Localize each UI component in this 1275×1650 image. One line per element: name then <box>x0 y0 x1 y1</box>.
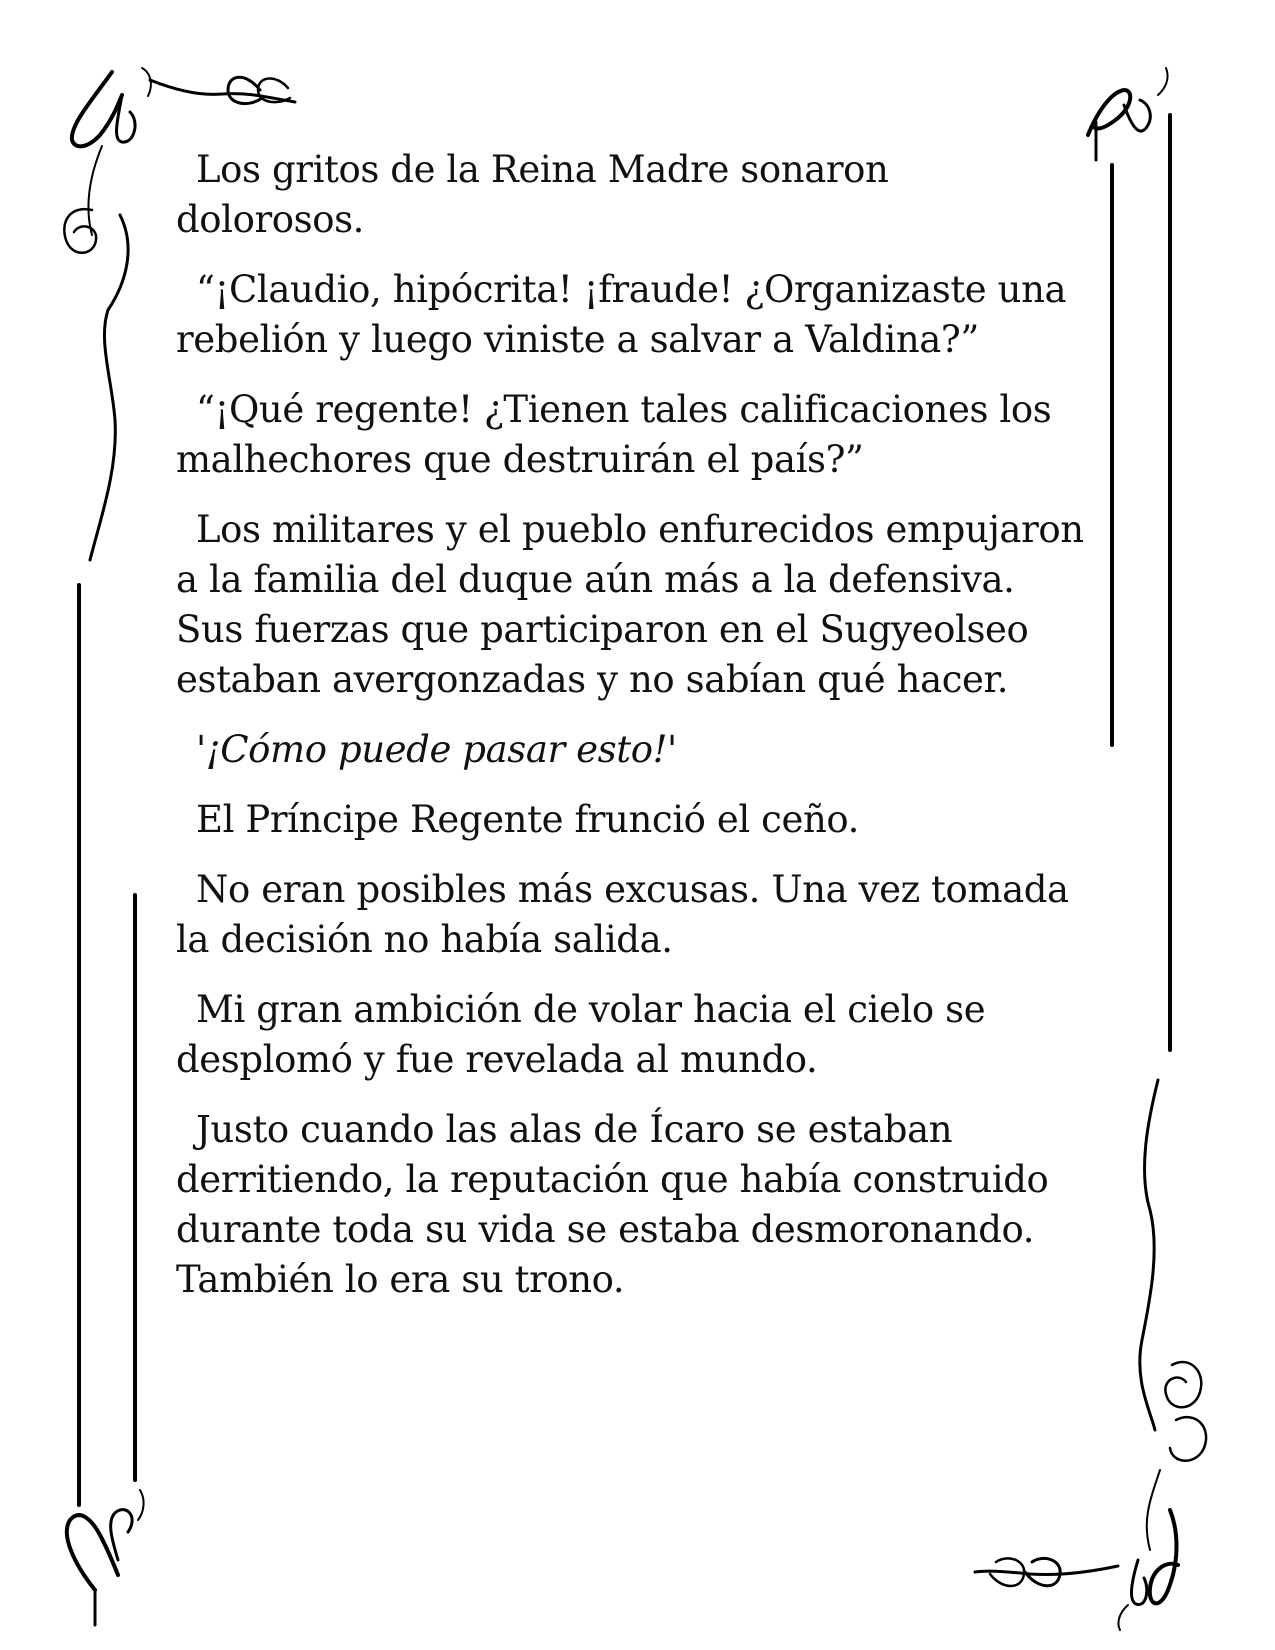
paragraph-5-thought: '¡Cómo puede pasar esto!' <box>196 728 677 771</box>
paragraph-6: El Príncipe Regente frunció el ceño. <box>196 798 860 841</box>
paragraph-2: “¡Claudio, hipócrita! ¡fraude! ¿Organizaste una rebelión y luego viniste a salvar a Valdina?” <box>176 268 1067 361</box>
top-right-flourish-icon <box>1088 68 1168 160</box>
paragraph-9: Justo cuando las alas de Ícaro se estaban derritiendo, la reputación que había construido durante toda su vida se estaba desmoronando. También lo era su trono. <box>176 1108 1049 1301</box>
bottom-left-flourish-icon <box>67 1490 144 1625</box>
paragraph-3: “¡Qué regente! ¿Tienen tales calificaciones los malhechores que destruirán el país?” <box>176 388 1052 481</box>
paragraph-1: Los gritos de la Reina Madre sonaron dolorosos. <box>176 148 889 241</box>
paragraph-8: Mi gran ambición de volar hacia el cielo se desplomó y fue revelada al mundo. <box>176 988 986 1081</box>
paragraph-7: No eran posibles más excusas. Una vez tomada la decisión no había salida. <box>176 868 1069 961</box>
paragraph-4: Los militares y el pueblo enfurecidos empujaron a la familia del duque aún más a la defensiva. Sus fuerzas que participaron en el Sugyeolseo estaban avergonzadas y no sabían qué hacer. <box>176 508 1084 701</box>
page-body <box>176 145 1086 1325</box>
